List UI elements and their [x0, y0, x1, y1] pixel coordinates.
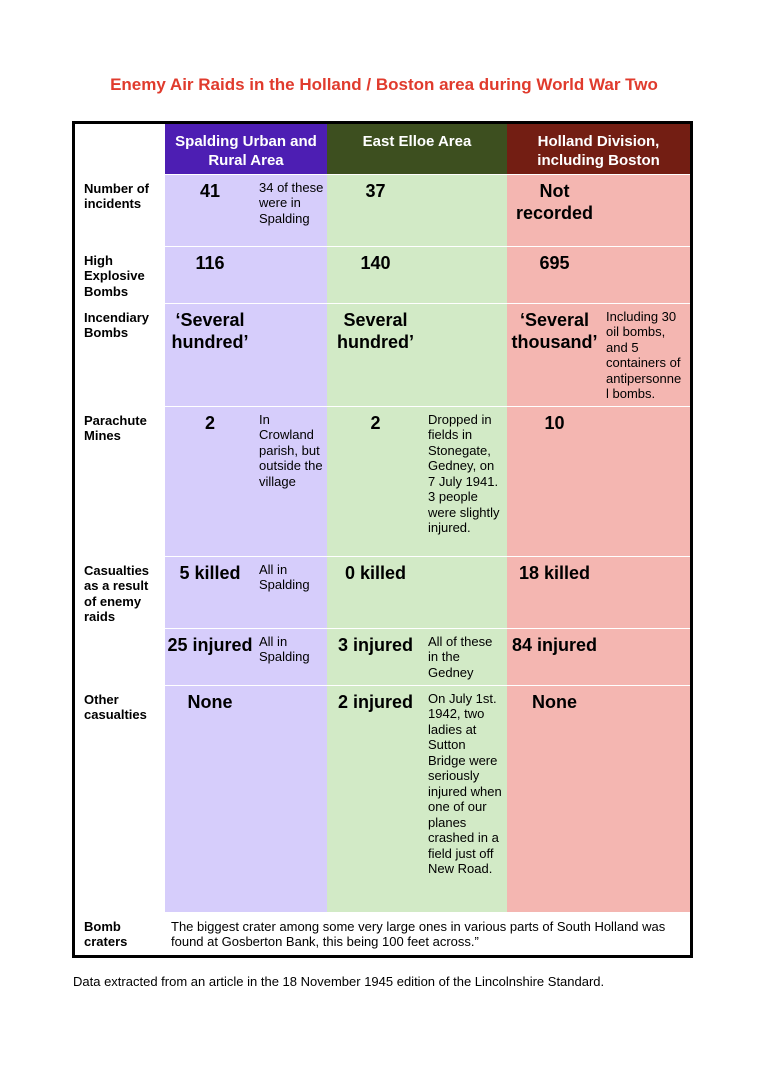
holland-note	[602, 628, 690, 685]
row-label: Parachute Mines	[75, 406, 165, 556]
elloe-value: Several hundred’	[327, 303, 424, 406]
row-label: Casualties as a result of enemy raids	[75, 556, 165, 628]
header-holland: Holland Division, including Boston	[507, 124, 690, 174]
holland-note	[602, 556, 690, 628]
elloe-value: 2	[327, 406, 424, 556]
spalding-value: ‘Several hundred’	[165, 303, 255, 406]
row-incidents	[75, 174, 690, 246]
elloe-note	[424, 174, 507, 246]
elloe-value: 0 killed	[327, 556, 424, 628]
spalding-note: In Crowland parish, but outside the village	[255, 406, 327, 556]
spalding-note	[255, 246, 327, 303]
row-label: High Explosive Bombs	[75, 246, 165, 303]
header-row	[75, 124, 690, 174]
holland-note	[602, 246, 690, 303]
spalding-value: 25 injured	[165, 628, 255, 685]
row-label: Other casualties	[75, 685, 165, 912]
spalding-value: 116	[165, 246, 255, 303]
elloe-note	[424, 303, 507, 406]
elloe-note	[424, 556, 507, 628]
holland-note	[602, 174, 690, 246]
holland-value: None	[507, 685, 602, 912]
elloe-note: All of these in the Gedney	[424, 628, 507, 685]
holland-value: Not recorded	[507, 174, 602, 246]
row-label: Incendiary Bombs	[75, 303, 165, 406]
holland-value: 10	[507, 406, 602, 556]
holland-value: 18 killed	[507, 556, 602, 628]
elloe-note: On July 1st. 1942, two ladies at Sutton Bridge were seriously injured when one of our planes crashed in a field just off New Road.	[424, 685, 507, 912]
holland-note	[602, 685, 690, 912]
row-craters	[75, 912, 690, 953]
spalding-value: 41	[165, 174, 255, 246]
elloe-value: 2 injured	[327, 685, 424, 912]
spalding-value: 5 killed	[165, 556, 255, 628]
holland-note: Including 30 oil bombs, and 5 containers of antipersonne l bombs.	[602, 303, 690, 406]
row-killed	[75, 556, 690, 628]
elloe-value: 140	[327, 246, 424, 303]
spalding-note	[255, 685, 327, 912]
spalding-note	[255, 303, 327, 406]
elloe-value: 37	[327, 174, 424, 246]
craters-text: The biggest crater among some very large ones in various parts of South Holland was found at Gosberton Bank, this being 100 feet across.”	[165, 912, 690, 953]
source-footnote: Data extracted from an article in the 18 November 1945 edition of the Lincolnshire Standard.	[73, 974, 605, 989]
row-he-bombs	[75, 246, 690, 303]
spalding-note: All in Spalding	[255, 556, 327, 628]
elloe-note: Dropped in fields in Stonegate, Gedney, on 7 July 1941. 3 people were slightly injured.	[424, 406, 507, 556]
row-other	[75, 685, 690, 912]
header-spalding: Spalding Urban and Rural Area	[165, 124, 327, 174]
holland-value: 695	[507, 246, 602, 303]
row-injured	[75, 628, 690, 685]
spalding-note: 34 of these were in Spalding	[255, 174, 327, 246]
row-label: Bomb craters	[75, 912, 165, 953]
holland-value: ‘Several thousand’	[507, 303, 602, 406]
spalding-note: All in Spalding	[255, 628, 327, 685]
air-raids-table	[72, 121, 693, 958]
row-label	[75, 628, 165, 685]
row-incendiary	[75, 303, 690, 406]
spalding-value: None	[165, 685, 255, 912]
holland-note	[602, 406, 690, 556]
elloe-value: 3 injured	[327, 628, 424, 685]
header-corner	[75, 124, 165, 174]
elloe-note	[424, 246, 507, 303]
holland-value: 84 injured	[507, 628, 602, 685]
row-mines	[75, 406, 690, 556]
header-elloe: East Elloe Area	[327, 124, 507, 174]
page-title: Enemy Air Raids in the Holland / Boston area during World War Two	[110, 75, 658, 94]
row-label: Number of incidents	[75, 174, 165, 246]
spalding-value: 2	[165, 406, 255, 556]
